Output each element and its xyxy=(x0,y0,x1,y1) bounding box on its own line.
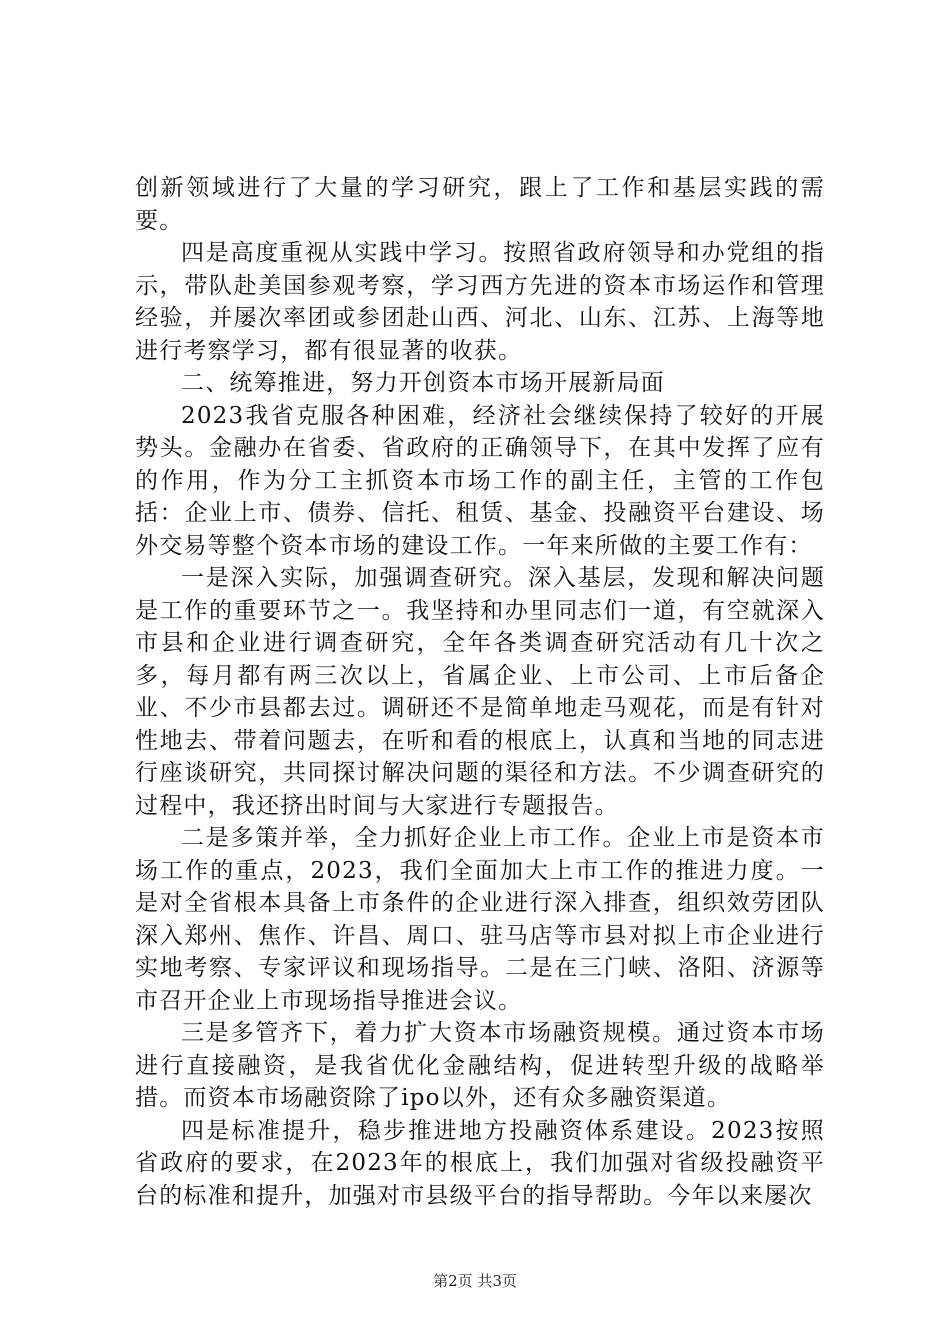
document-body xyxy=(135,172,825,1212)
paragraph-5: 二是多策并举，全力抓好企业上市工作。企业上市是资本市场工作的重点，2023，我们全面加大上市工作的推进力度。一是对全省根本具备上市条件的企业进行深入排查，组织效劳团队深入郑州、焦作、许昌、周口、驻马店等市县对拟上市企业进行实地考察、专家评议和现场指导。二是在三门峡、洛阳、济源等市召开企业上市现场指导推进会议。 xyxy=(135,825,825,1014)
paragraph-7: 四是标准提升，稳步推进地方投融资体系建设。2023按照省政府的要求，在2023年的根底上，我们加强对省级投融资平台的标准和提升，加强对市县级平台的指导帮助。今年以来屡次 xyxy=(135,1117,825,1209)
paragraph-6: 三是多管齐下，着力扩大资本市场融资规模。通过资本市场进行直接融资，是我省优化金融结构，促进转型升级的战略举措。而资本市场融资除了ipo以外，还有众多融资渠道。 xyxy=(135,1020,825,1111)
paragraph-3: 2023我省克服各种困难，经济社会继续保持了较好的开展势头。金融办在省委、省政府的正确领导下，在其中发挥了应有的作用，作为分工主抓资本市场工作的副主任，主管的工作包括：企业上市、债券、信托、租赁、基金、投融资平台建设、场外交易等整个资本市场的建设工作。一年来所做的主要工作有： xyxy=(135,402,825,559)
paragraph-1: 创新领域进行了大量的学习研究，跟上了工作和基层实践的需要。 xyxy=(135,175,825,234)
paragraph-2: 四是高度重视从实践中学习。按照省政府领导和办党组的指示，带队赴美国参观考察，学习西方先进的资本市场运作和管理经验，并屡次率团或参团赴山西、河北、山东、江苏、上海等地进行考察学习，都有很显著的收获。 xyxy=(135,240,825,364)
section-heading: 二、统筹推进，努力开创资本市场开展新局面 xyxy=(181,370,665,396)
page-number-footer: 第2页 共3页 xyxy=(433,1272,517,1290)
paragraph-4: 一是深入实际，加强调查研究。深入基层，发现和解决问题是工作的重要环节之一。我坚持和办里同志们一道，有空就深入市县和企业进行调查研究，全年各类调查研究活动有几十次之多，每月都有两三次以上，省属企业、上市公司、上市后备企业、不少市县都去过。调研还不是简单地走马观花，而是有针对性地去、带着问题去，在听和看的根底上，认真和当地的同志进行座谈研究，共同探讨解决问题的渠径和方法。不少调查研究的过程中，我还挤出时间与大家进行专题报告。 xyxy=(135,565,825,819)
